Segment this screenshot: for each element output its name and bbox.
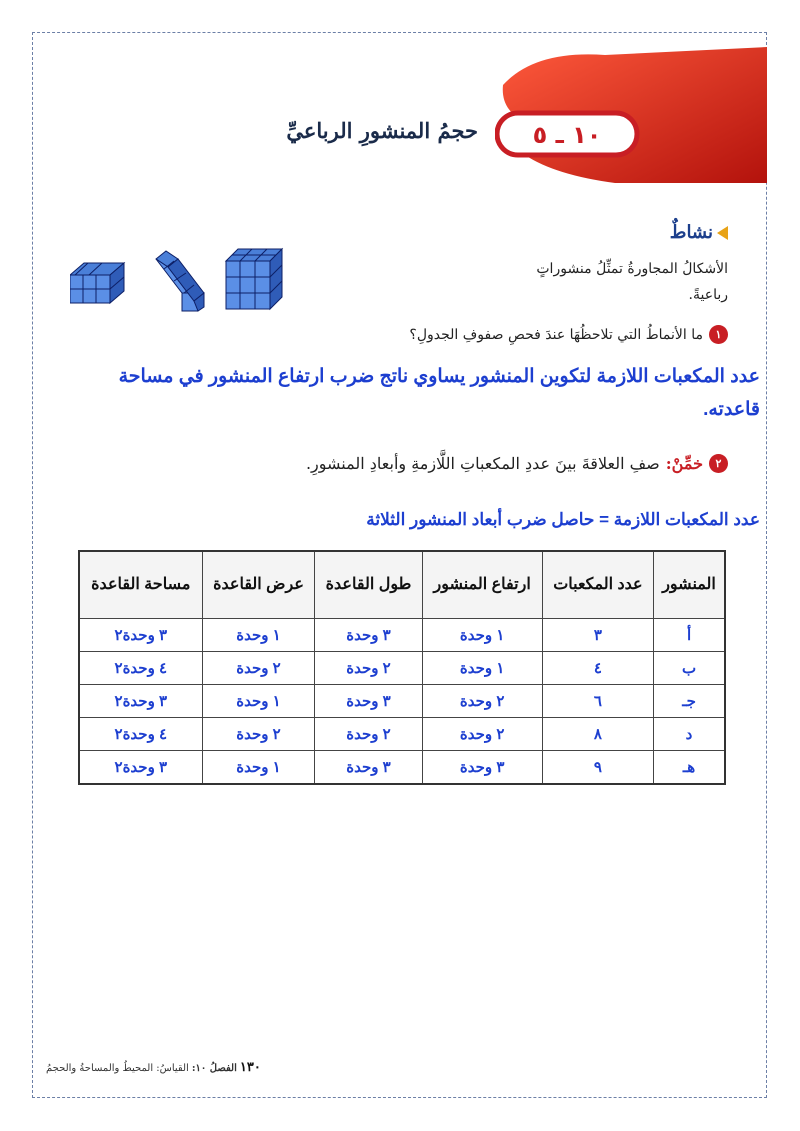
activity-intro: الأشكالُ المجاورةُ تمثِّلُ منشوراتٍ رباعيةً. bbox=[536, 261, 728, 303]
table-header-row bbox=[79, 551, 725, 619]
table-cell: ٣ وحدة bbox=[422, 751, 542, 785]
question-2-text: صفِ العلاقةَ بينَ عددِ المكعباتِ اللَّازمةِ وأبعادِ المنشورِ. bbox=[305, 454, 660, 473]
table-cell: ب bbox=[654, 652, 725, 685]
table-cell: ٢ وحدة bbox=[202, 652, 315, 685]
table-row bbox=[79, 685, 725, 718]
table-cell: ٤ وحدة٢ bbox=[79, 652, 202, 685]
page-number: ١٣٠ bbox=[239, 1060, 261, 1075]
table-row bbox=[79, 751, 725, 785]
table-cell: هـ bbox=[654, 751, 725, 785]
table-cell: ٣ bbox=[542, 619, 653, 652]
table-cell: ٤ bbox=[542, 652, 653, 685]
activity-title: نشاطٌ bbox=[669, 222, 713, 243]
question-2-keyword: خمِّنْ: bbox=[665, 454, 703, 473]
question-1-text: ما الأنماطُ التي تلاحظُهَا عندَ فحصِ صفوفِ الجدولِ؟ bbox=[409, 326, 703, 343]
question-1-number: ١ bbox=[709, 325, 728, 344]
table-cell: ٣ وحدة bbox=[315, 751, 422, 785]
table-cell: ٩ bbox=[542, 751, 653, 785]
table-cell: ٤ وحدة٢ bbox=[79, 718, 202, 751]
prism-figure-a bbox=[70, 263, 124, 303]
table-cell: ٨ bbox=[542, 718, 653, 751]
table-cell: ٣ وحدة bbox=[315, 619, 422, 652]
table-cell: ٢ وحدة bbox=[422, 718, 542, 751]
table-row bbox=[79, 652, 725, 685]
prism-figures bbox=[70, 245, 290, 315]
table-cell: د bbox=[654, 718, 725, 751]
prism-figure-b bbox=[156, 251, 204, 311]
page-footer bbox=[46, 1060, 261, 1075]
table-cell: ٢ وحدة bbox=[315, 718, 422, 751]
table-row bbox=[79, 619, 725, 652]
header-prism: المنشور bbox=[654, 551, 725, 619]
table-cell: ١ وحدة bbox=[202, 619, 315, 652]
question-2 bbox=[306, 454, 728, 473]
header-height: ارتفاع المنشور bbox=[422, 551, 542, 619]
chapter-title: القياسُ: المحيطُ والمساحةُ والحجمُ bbox=[46, 1063, 189, 1074]
table-cell: ٣ وحدة٢ bbox=[79, 619, 202, 652]
activity-heading bbox=[670, 222, 728, 243]
question-2-number: ٢ bbox=[709, 454, 728, 473]
answer-2: عدد المكعبات اللازمة = حاصل ضرب أبعاد المنشور الثلاثة bbox=[366, 510, 760, 529]
table-cell: ٢ وحدة bbox=[315, 652, 422, 685]
table-cell: جـ bbox=[654, 685, 725, 718]
table-cell: ١ وحدة bbox=[422, 619, 542, 652]
question-1 bbox=[409, 325, 728, 344]
table-cell: أ bbox=[654, 619, 725, 652]
header-base-length: طول القاعدة bbox=[315, 551, 422, 619]
page-title: حجمُ المنشورِ الرباعيِّ bbox=[286, 118, 478, 143]
prism-figure-c bbox=[226, 249, 282, 309]
table-cell: ١ وحدة bbox=[422, 652, 542, 685]
table-cell: ٣ وحدة٢ bbox=[79, 685, 202, 718]
lesson-number: ١٠ ـ ٥ bbox=[532, 121, 602, 149]
lesson-banner bbox=[495, 45, 767, 185]
header-base-width: عرض القاعدة bbox=[202, 551, 315, 619]
table-cell: ٣ وحدة٢ bbox=[79, 751, 202, 785]
answer-1: عدد المكعبات اللازمة لتكوين المنشور يساوي ناتج ضرب ارتفاع المنشور في مساحة قاعدته. bbox=[118, 366, 760, 420]
table-cell: ٢ وحدة bbox=[202, 718, 315, 751]
table-cell: ١ وحدة bbox=[202, 685, 315, 718]
table-cell: ١ وحدة bbox=[202, 751, 315, 785]
header-cube-count: عدد المكعبات bbox=[542, 551, 653, 619]
prism-table bbox=[78, 550, 726, 785]
table-cell: ٢ وحدة bbox=[422, 685, 542, 718]
table-cell: ٣ وحدة bbox=[315, 685, 422, 718]
table-row bbox=[79, 718, 725, 751]
header-base-area: مساحة القاعدة bbox=[79, 551, 202, 619]
chapter-label: الفصلُ ١٠: bbox=[191, 1063, 237, 1074]
triangle-marker-icon bbox=[717, 226, 728, 240]
table-cell: ٦ bbox=[542, 685, 653, 718]
